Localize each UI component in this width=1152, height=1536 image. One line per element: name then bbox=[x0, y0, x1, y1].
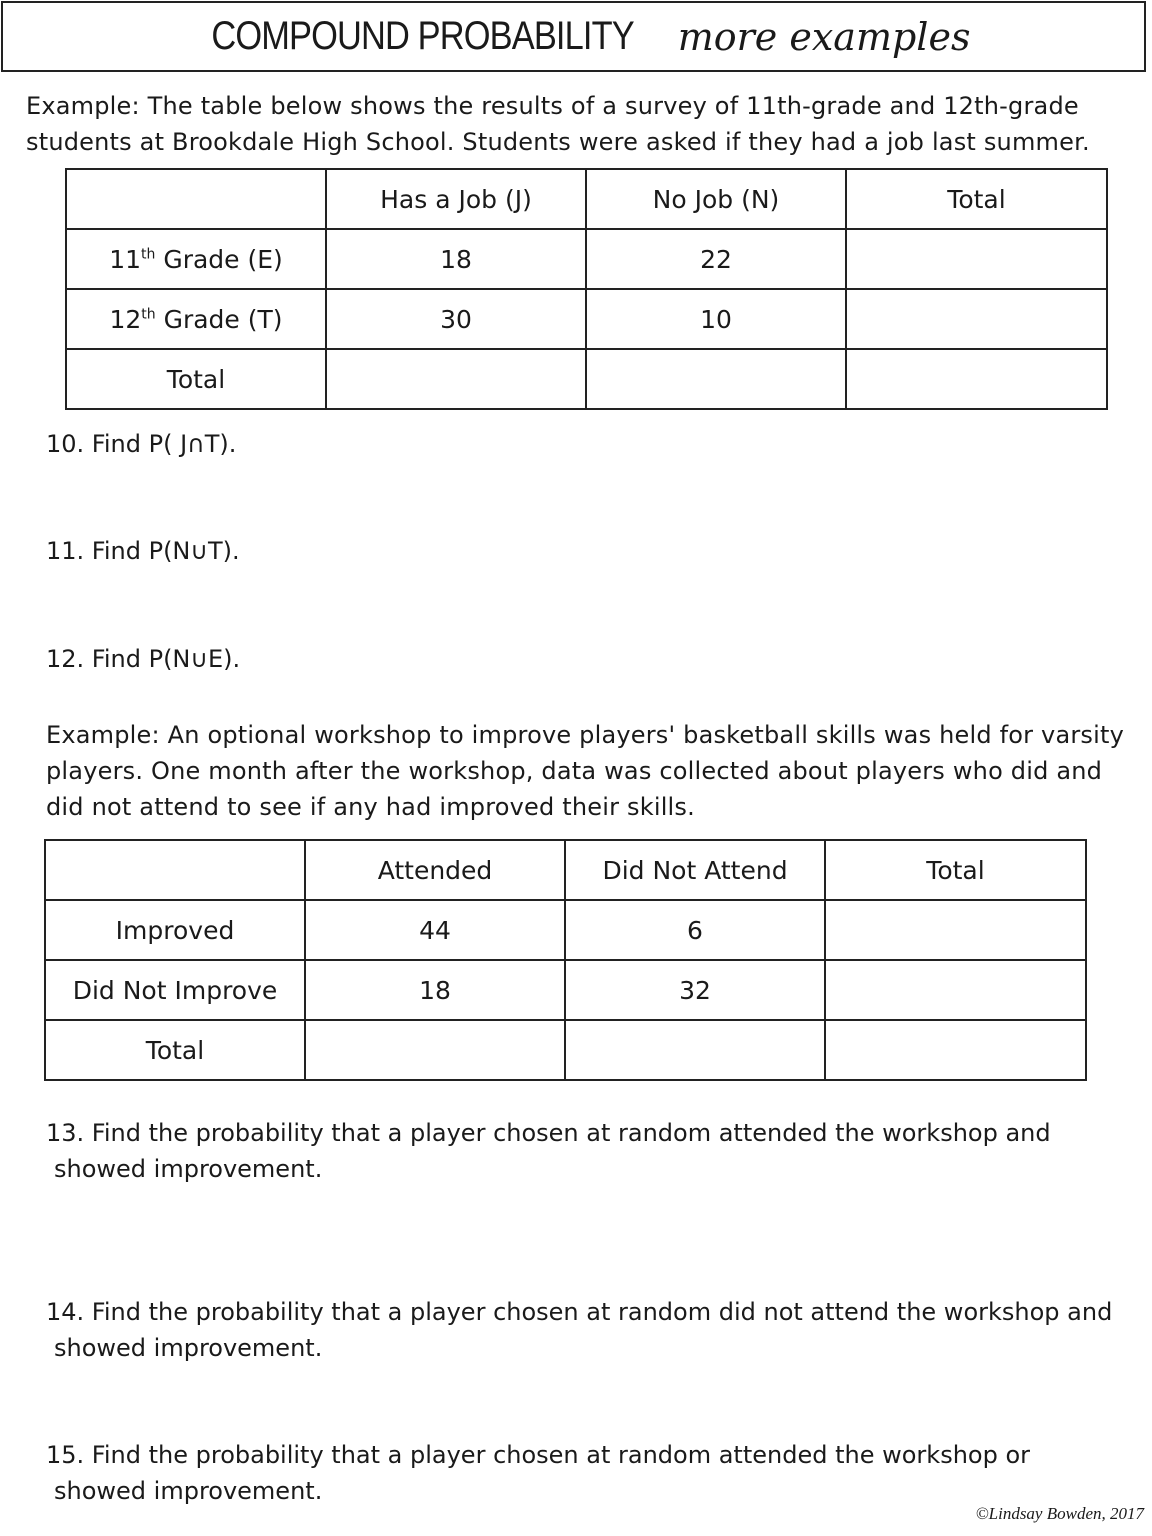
question-14: 14. Find the probability that a player chosen at random did not attend the workshop and showed improvement. bbox=[46, 1298, 1113, 1362]
row-label: Total bbox=[45, 1020, 305, 1080]
table-header-cell bbox=[66, 169, 326, 229]
table-cell bbox=[305, 1020, 565, 1080]
table-cell: 30 bbox=[326, 289, 586, 349]
table-header-cell: No Job (N) bbox=[586, 169, 846, 229]
table-header-row bbox=[66, 169, 1107, 229]
table-header-cell: Did Not Attend bbox=[565, 840, 825, 900]
table-cell bbox=[565, 1020, 825, 1080]
table-header-cell bbox=[45, 840, 305, 900]
example2-line: players. One month after the workshop, data was collected about players who did and bbox=[46, 757, 1103, 785]
workshop-table bbox=[44, 839, 1087, 1081]
table-header-cell: Total bbox=[846, 169, 1107, 229]
title-script-text: more examples bbox=[677, 14, 971, 59]
table-row bbox=[66, 229, 1107, 289]
example2-intro bbox=[46, 717, 1124, 825]
table-cell bbox=[326, 349, 586, 409]
table-cell: 32 bbox=[565, 960, 825, 1020]
table-cell bbox=[846, 349, 1107, 409]
table-cell bbox=[825, 900, 1086, 960]
example1-line: Example: The table below shows the results of a survey of 11th-grade and 12th-grade bbox=[26, 92, 1079, 120]
table-cell bbox=[825, 1020, 1086, 1080]
row-label: 11th Grade (E) bbox=[66, 229, 326, 289]
table-cell bbox=[846, 289, 1107, 349]
example2-line: did not attend to see if any had improved their skills. bbox=[46, 793, 695, 821]
question-11: 11. Find P(N∪T). bbox=[46, 537, 240, 565]
copyright-footer: ©Lindsay Bowden, 2017 bbox=[975, 1504, 1144, 1523]
table-header-cell: Total bbox=[825, 840, 1086, 900]
question-15: 15. Find the probability that a player chosen at random attended the workshop or showed improvement. bbox=[46, 1441, 1030, 1505]
table-header-cell: Has a Job (J) bbox=[326, 169, 586, 229]
table-cell: 10 bbox=[586, 289, 846, 349]
table-cell bbox=[586, 349, 846, 409]
row-label: Improved bbox=[45, 900, 305, 960]
table-cell: 6 bbox=[565, 900, 825, 960]
example1-line: students at Brookdale High School. Students were asked if they had a job last summer. bbox=[26, 128, 1090, 156]
page-title bbox=[1, 1, 1146, 72]
table-row bbox=[45, 960, 1086, 1020]
table-header-cell: Attended bbox=[305, 840, 565, 900]
table-cell: 44 bbox=[305, 900, 565, 960]
row-label: 12th Grade (T) bbox=[66, 289, 326, 349]
title-main-text: COMPOUND PROBABILITY bbox=[210, 14, 634, 58]
table-row bbox=[66, 349, 1107, 409]
example1-intro bbox=[26, 88, 1090, 160]
table-cell: 18 bbox=[305, 960, 565, 1020]
question-10: 10. Find P( J∩T). bbox=[46, 430, 237, 458]
table-row bbox=[66, 289, 1107, 349]
table-cell: 18 bbox=[326, 229, 586, 289]
table-row bbox=[45, 900, 1086, 960]
example2-line: Example: An optional workshop to improve players' basketball skills was held for varsity bbox=[46, 721, 1125, 749]
table-cell: 22 bbox=[586, 229, 846, 289]
table-cell bbox=[846, 229, 1107, 289]
table-row bbox=[45, 1020, 1086, 1080]
row-label: Did Not Improve bbox=[45, 960, 305, 1020]
table-cell bbox=[825, 960, 1086, 1020]
row-label: Total bbox=[66, 349, 326, 409]
question-13: 13. Find the probability that a player chosen at random attended the workshop and showed improvement. bbox=[46, 1119, 1051, 1183]
job-survey-table bbox=[65, 168, 1108, 410]
table-header-row bbox=[45, 840, 1086, 900]
question-12: 12. Find P(N∪E). bbox=[46, 645, 241, 673]
